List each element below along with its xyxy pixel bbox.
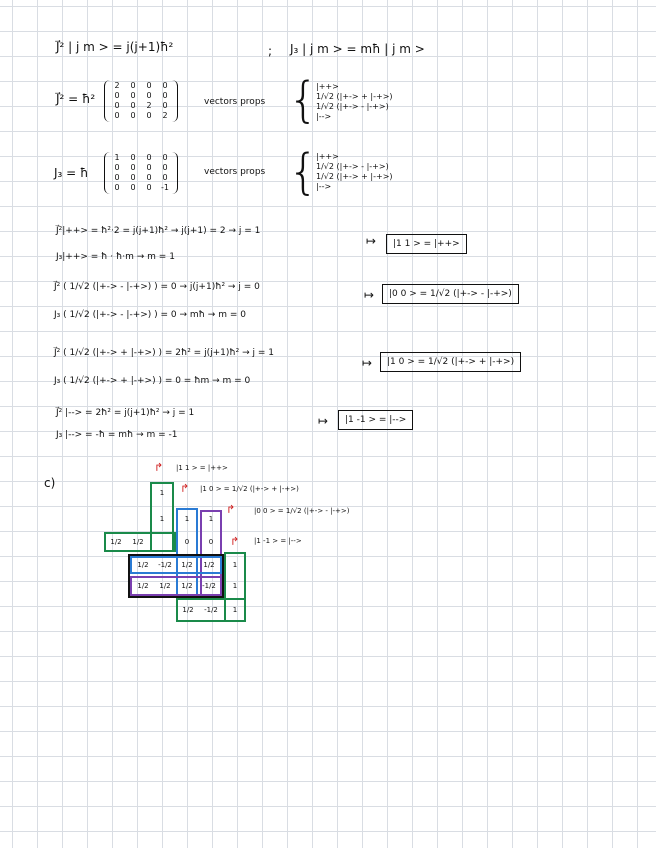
matrix-entry: 0 — [130, 183, 136, 192]
separator: ; — [268, 44, 273, 58]
matrix-entry: 0 — [146, 173, 152, 182]
matrix-entry: 0 — [146, 153, 152, 162]
result-arrow: ↦ — [318, 414, 329, 428]
cg-coefficient: 1 — [232, 582, 238, 590]
eigen-equation-jz: J₃ | j m > = mħ | j m > — [290, 42, 425, 56]
j2-vector: 1/√2 (|+-> - |-+>) — [316, 102, 389, 111]
cg-coefficient: -1/2 — [204, 606, 218, 614]
cg-coefficient: -1/2 — [202, 582, 216, 590]
matrix-entry: 0 — [146, 183, 152, 192]
cg-coefficient: 1/2 — [137, 582, 149, 590]
result-arrow: ↦ — [366, 234, 377, 248]
j2-matrix-label: J⃗² = ħ² — [56, 92, 96, 106]
cg-coefficient: 1 — [159, 515, 165, 523]
cg-coefficient: 1/2 — [181, 582, 193, 590]
matrix-entry: 0 — [114, 91, 120, 100]
jz-matrix — [104, 152, 178, 194]
derivation-4-j2: J⃗² |--> = 2ħ² = j(j+1)ħ² → j = 1 — [56, 408, 195, 418]
jz-vector: |--> — [316, 182, 332, 191]
jz-vectors-brace: { — [288, 144, 319, 200]
matrix-entry: 0 — [130, 101, 136, 110]
matrix-entry: 0 — [162, 173, 168, 182]
jz-vectors-list — [316, 152, 393, 192]
matrix-entry: 0 — [114, 101, 120, 110]
cg-coefficient: 1 — [232, 561, 238, 569]
cg-coefficient: 1 — [159, 489, 165, 497]
matrix-entry: 0 — [146, 91, 152, 100]
jz-vectors-label: vectors props — [204, 167, 266, 177]
cg-coefficient: 1 — [208, 515, 214, 523]
derivation-2-j2: J⃗² ( 1/√2 (|+-> - |-+>) ) = 0 → j(j+1)ħ² → j = 0 — [54, 282, 260, 292]
j2-vector: |++> — [316, 82, 339, 91]
cg-coefficient: 1/2 — [132, 538, 144, 546]
matrix-entry: 0 — [162, 81, 168, 90]
matrix-entry: 0 — [130, 91, 136, 100]
matrix-entry: 2 — [114, 81, 120, 90]
j2-vectors-list — [316, 82, 393, 122]
cg-coefficient: 1/2 — [181, 561, 193, 569]
result-box-4: |1 -1 > = |--> — [338, 410, 413, 430]
matrix-entry: -1 — [161, 183, 169, 192]
j2-vector: 1/√2 (|+-> + |-+>) — [316, 92, 393, 101]
cg-coefficient: 1/2 — [110, 538, 122, 546]
cg-coefficient: 0 — [208, 538, 214, 546]
matrix-entry: 0 — [162, 163, 168, 172]
result-arrow: ↦ — [364, 288, 375, 302]
matrix-entry: 0 — [162, 153, 168, 162]
matrix-entry: 0 — [146, 81, 152, 90]
cg-coefficient: 0 — [184, 538, 190, 546]
derivation-3-jz: J₃ ( 1/√2 (|+-> + |-+>) ) = 0 = ħm → m = 0 — [54, 376, 251, 386]
derivation-2-jz: J₃ ( 1/√2 (|+-> - |-+>) ) = 0 → mħ → m = 0 — [54, 310, 246, 320]
cg-coefficient: -1/2 — [158, 561, 172, 569]
red-arrow-icon: ↱ — [154, 461, 164, 474]
matrix-entry: 1 — [114, 153, 120, 162]
cg-annotation: |1 -1 > = |--> — [254, 537, 302, 545]
matrix-entry: 2 — [162, 111, 168, 120]
matrix-entry: 0 — [130, 81, 136, 90]
cg-annotation: |1 1 > = |++> — [176, 464, 228, 472]
matrix-entry: 0 — [114, 163, 120, 172]
matrix-entry: 0 — [146, 111, 152, 120]
eigen-equation-j2: J⃗² | j m > = j(j+1)ħ² — [56, 40, 174, 54]
cg-coefficient: 1/2 — [182, 606, 194, 614]
red-arrow-icon: ↱ — [230, 535, 240, 548]
cg-coefficient: 1/2 — [137, 561, 149, 569]
derivation-1-jz: J₃|++> = ħ · ħ·m → m = 1 — [56, 252, 175, 262]
cg-coefficient: 1/2 — [159, 582, 171, 590]
part-c-label: c) — [44, 476, 56, 490]
j2-matrix — [104, 80, 178, 122]
red-arrow-icon: ↱ — [180, 482, 190, 495]
cg-coefficient: 1 — [184, 515, 190, 523]
result-box-3: |1 0 > = 1/√2 (|+-> + |-+>) — [380, 352, 521, 372]
matrix-entry: 0 — [146, 163, 152, 172]
cg-coefficient: 1 — [232, 606, 238, 614]
cg-coefficient: 1/2 — [203, 561, 215, 569]
matrix-entry: 0 — [130, 111, 136, 120]
cg-annotation: |1 0 > = 1/√2 (|+-> + |-+>) — [200, 485, 299, 493]
matrix-entry: 0 — [130, 163, 136, 172]
result-box-1: |1 1 > = |++> — [386, 234, 467, 254]
red-arrow-icon: ↱ — [226, 503, 236, 516]
result-box-2: |0 0 > = 1/√2 (|+-> - |-+>) — [382, 284, 519, 304]
derivation-3-j2: J⃗² ( 1/√2 (|+-> + |-+>) ) = 2ħ² = j(j+1)ħ² → j = 1 — [54, 348, 274, 358]
result-arrow: ↦ — [362, 356, 373, 370]
j2-vectors-label: vectors props — [204, 97, 266, 107]
derivation-1-j2: J⃗²|++> = ħ²·2 = j(j+1)ħ² → j(j+1) = 2 → j = 1 — [56, 226, 261, 236]
matrix-entry: 0 — [130, 173, 136, 182]
jz-vector: 1/√2 (|+-> - |-+>) — [316, 162, 389, 171]
jz-vector: |++> — [316, 152, 339, 161]
j2-vector: |--> — [316, 112, 332, 121]
matrix-entry: 0 — [162, 91, 168, 100]
matrix-entry: 0 — [162, 101, 168, 110]
jz-matrix-label: J₃ = ħ — [54, 166, 89, 180]
matrix-entry: 0 — [114, 173, 120, 182]
matrix-entry: 2 — [146, 101, 152, 110]
matrix-entry: 0 — [114, 111, 120, 120]
matrix-entry: 0 — [130, 153, 136, 162]
j2-vectors-brace: { — [288, 72, 319, 128]
derivation-4-jz: J₃ |--> = -ħ = mħ → m = -1 — [56, 430, 178, 440]
cg-annotation: |0 0 > = 1/√2 (|+-> - |-+>) — [254, 507, 350, 515]
jz-vector: 1/√2 (|+-> + |-+>) — [316, 172, 393, 181]
matrix-entry: 0 — [114, 183, 120, 192]
